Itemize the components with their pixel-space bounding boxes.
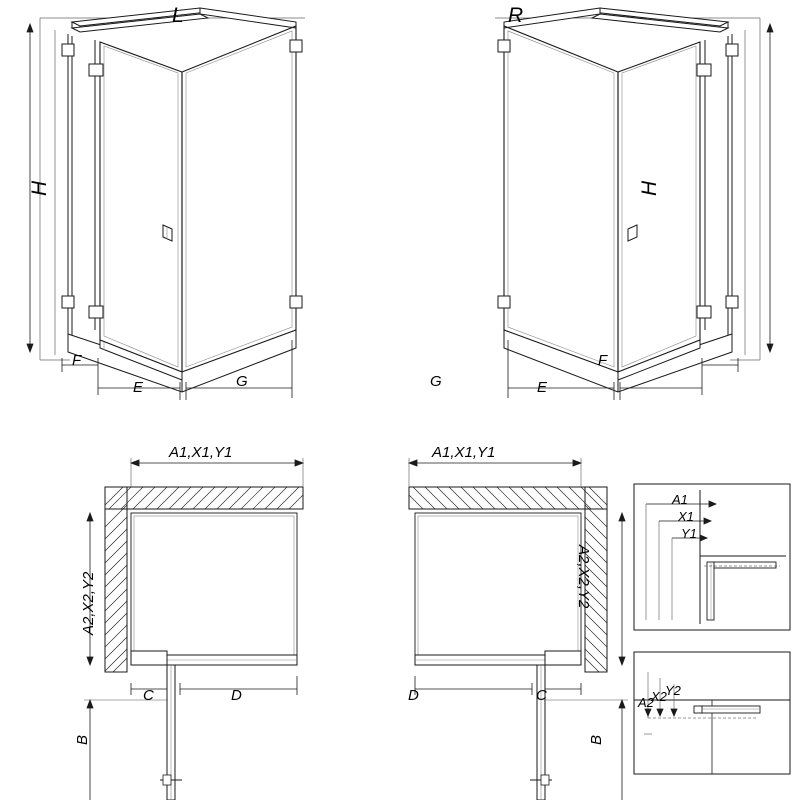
label-detail-x1: X1 — [678, 509, 694, 524]
label-f-right: F — [598, 352, 608, 369]
label-detail-a1: A1 — [672, 492, 688, 507]
label-g-left: G — [236, 373, 248, 390]
label-detail-y1: Y1 — [681, 526, 697, 541]
label-d-right: D — [408, 687, 419, 704]
label-f-left: F — [72, 352, 82, 369]
label-c-right: C — [536, 687, 547, 704]
label-left-variant: L — [172, 4, 184, 27]
label-h-right: H — [638, 180, 661, 196]
label-d-left: D — [231, 687, 242, 704]
label-detail-a2: A2 — [638, 695, 654, 710]
label-c-left: C — [143, 687, 154, 704]
label-a2x2y2-right: A2,X2,Y2 — [575, 545, 592, 609]
label-a1x1y1-right: A1,X1,Y1 — [432, 444, 496, 461]
label-a1x1y1-left: A1,X1,Y1 — [169, 444, 233, 461]
label-detail-y2: Y2 — [665, 683, 681, 698]
label-h-left: H — [28, 180, 51, 196]
label-a2x2y2-left: A2,X2,Y2 — [80, 571, 97, 635]
label-e-right: E — [537, 379, 548, 396]
label-e-left: E — [133, 379, 144, 396]
label-right-variant: R — [508, 4, 524, 27]
label-b-right: B — [588, 734, 605, 745]
label-b-left: B — [74, 734, 91, 745]
label-detail-x2: X2 — [651, 689, 667, 704]
label-g-right: G — [430, 373, 442, 390]
